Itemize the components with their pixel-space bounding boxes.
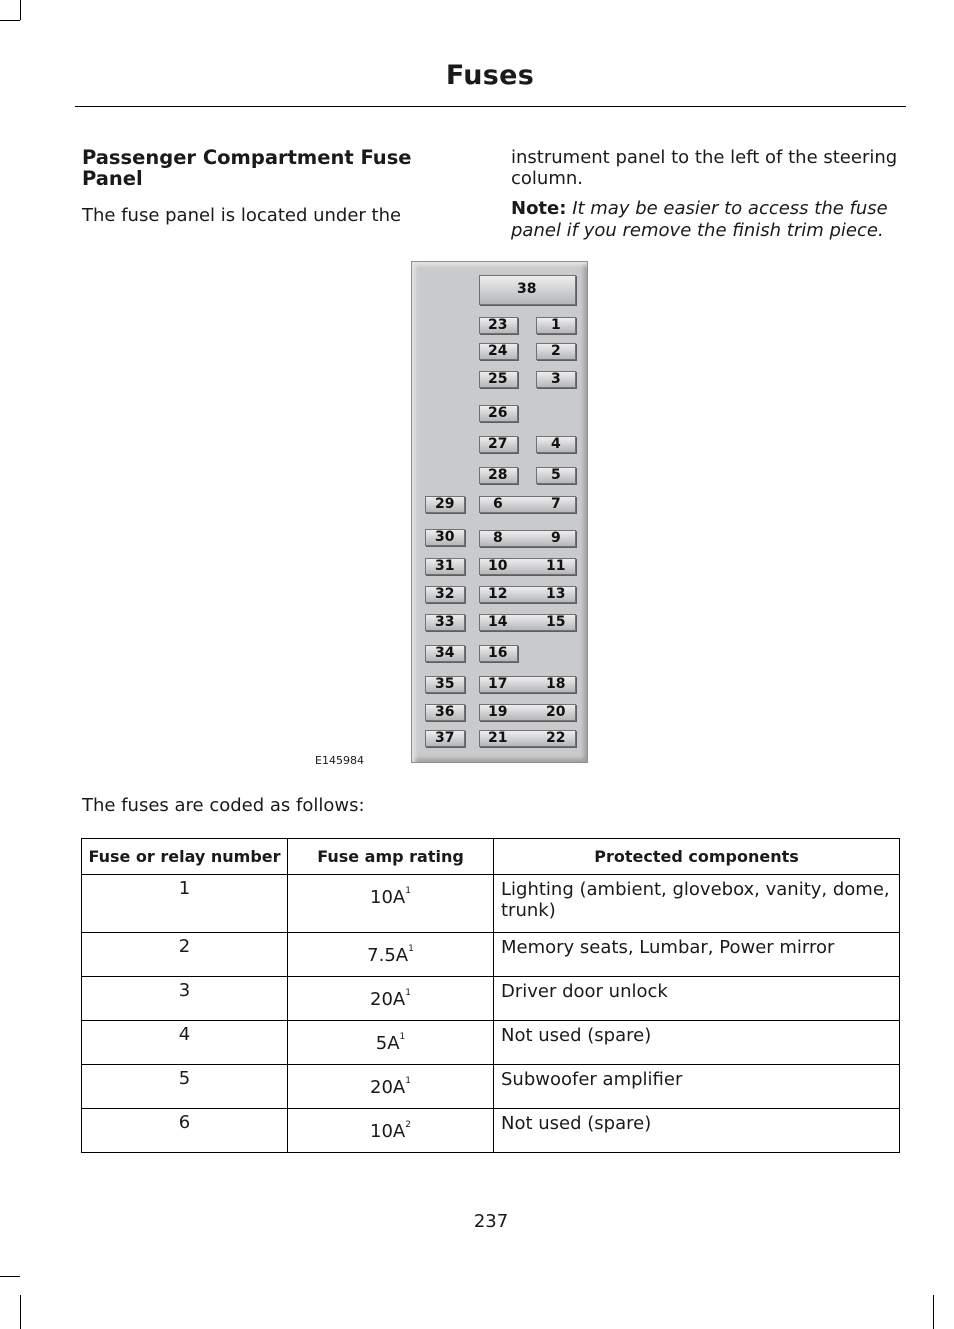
cell-number: 3 [82, 977, 288, 1021]
fuse-21-label: 21 [488, 730, 508, 746]
fuse-23: 23 [479, 317, 518, 334]
fuse-5: 5 [536, 467, 576, 484]
fuse-18-label: 18 [546, 676, 566, 692]
cell-components: Subwoofer amplifier [494, 1065, 900, 1109]
fuse-19-label: 19 [488, 704, 508, 720]
fuse-6-7 [479, 496, 576, 513]
fuse-9-label: 9 [551, 530, 561, 546]
header-rating: Fuse amp rating [288, 839, 494, 875]
cell-components: Not used (spare) [494, 1109, 900, 1153]
fuse-15-label: 15 [546, 614, 566, 630]
cell-components: Lighting (ambient, glovebox, vanity, dome, trunk) [494, 875, 900, 933]
cell-rating: $10A^1$ [288, 875, 494, 933]
fuse-7-label: 7 [551, 496, 561, 512]
fuse-33: 33 [425, 614, 465, 631]
paragraph-right: instrument panel to the left of the steering column. [511, 147, 898, 189]
fuse-35: 35 [425, 676, 465, 693]
fuse-17-label: 17 [488, 676, 508, 692]
header-rule [75, 106, 906, 107]
footnote-mark: 2 [405, 1120, 411, 1130]
table-row [82, 1065, 900, 1109]
section-heading: Passenger Compartment Fuse Panel [82, 146, 412, 190]
image-code: E145984 [315, 754, 364, 767]
footnote-mark: 1 [405, 886, 411, 896]
fuse-38: 38 [479, 275, 576, 305]
fuse-2: 2 [536, 343, 576, 360]
cell-components: Driver door unlock [494, 977, 900, 1021]
fuse-16: 16 [479, 645, 518, 662]
fuse-4: 4 [536, 436, 576, 453]
fuse-31: 31 [425, 558, 465, 575]
fuse-37: 37 [425, 730, 465, 747]
table-row [82, 1021, 900, 1065]
intro-text: The fuses are coded as follows: [82, 795, 365, 816]
fuse-36: 36 [425, 704, 465, 721]
fuse-29: 29 [425, 496, 465, 513]
crop-mark [20, 0, 21, 20]
cell-number: 4 [82, 1021, 288, 1065]
fuse-12-label: 12 [488, 586, 508, 602]
cell-rating: $5A^1$ [288, 1021, 494, 1065]
fuse-21-22 [479, 730, 576, 747]
footnote-mark: 1 [408, 944, 414, 954]
fuse-14-label: 14 [488, 614, 508, 630]
table-row [82, 977, 900, 1021]
fuse-28: 28 [479, 467, 518, 484]
fuse-20-label: 20 [546, 704, 566, 720]
fuse-panel-diagram [411, 261, 588, 763]
header-number: Fuse or relay number [82, 839, 288, 875]
cell-number: 5 [82, 1065, 288, 1109]
cell-rating: $7.5A^1$ [288, 933, 494, 977]
page-number: 237 [473, 1211, 509, 1232]
cell-components: Not used (spare) [494, 1021, 900, 1065]
footnote-mark: 1 [405, 988, 411, 998]
fuse-3: 3 [536, 371, 576, 388]
note-text: It may be easier to access the fuse panel if you remove the finish trim piece. [511, 198, 888, 241]
page-title: Fuses [445, 60, 535, 91]
note-label: Note: [511, 198, 567, 219]
fuse-table [81, 838, 900, 1153]
fuse-22-label: 22 [546, 730, 566, 746]
fuse-25: 25 [479, 371, 518, 388]
fuse-14-15 [479, 614, 576, 631]
fuse-32: 32 [425, 586, 465, 603]
cell-rating: $20A^1$ [288, 1065, 494, 1109]
fuse-6-label: 6 [493, 496, 503, 512]
table-row [82, 875, 900, 933]
fuse-17-18 [479, 676, 576, 693]
fuse-8-9 [479, 530, 576, 547]
crop-mark [0, 20, 20, 21]
note [511, 198, 911, 242]
fuse-10-label: 10 [488, 558, 508, 574]
footnote-mark: 1 [405, 1076, 411, 1086]
crop-mark [0, 1276, 20, 1277]
header-components: Protected components [494, 839, 900, 875]
cell-number: 1 [82, 875, 288, 933]
cell-number: 2 [82, 933, 288, 977]
fuse-19-20 [479, 704, 576, 721]
table-row [82, 933, 900, 977]
fuse-1: 1 [536, 317, 576, 334]
footnote-mark: 1 [399, 1032, 406, 1042]
fuse-24: 24 [479, 343, 518, 360]
table-row [82, 1109, 900, 1153]
fuse-10-11 [479, 558, 576, 575]
fuse-12-13 [479, 586, 576, 603]
fuse-26: 26 [479, 405, 518, 422]
cell-number: 6 [82, 1109, 288, 1153]
cell-components: Memory seats, Lumbar, Power mirror [494, 933, 900, 977]
fuse-13-label: 13 [546, 586, 566, 602]
cell-rating: $10A^2$ [288, 1109, 494, 1153]
paragraph-left: The fuse panel is located under the [82, 205, 402, 226]
fuse-27: 27 [479, 436, 518, 453]
fuse-11-label: 11 [546, 558, 566, 574]
fuse-34: 34 [425, 645, 465, 662]
crop-mark [933, 1295, 934, 1329]
fuse-8-label: 8 [493, 530, 503, 546]
fuse-30: 30 [425, 529, 465, 546]
cell-rating: $20A^1$ [288, 977, 494, 1021]
crop-mark [20, 1295, 21, 1329]
table-header-row [82, 839, 900, 875]
